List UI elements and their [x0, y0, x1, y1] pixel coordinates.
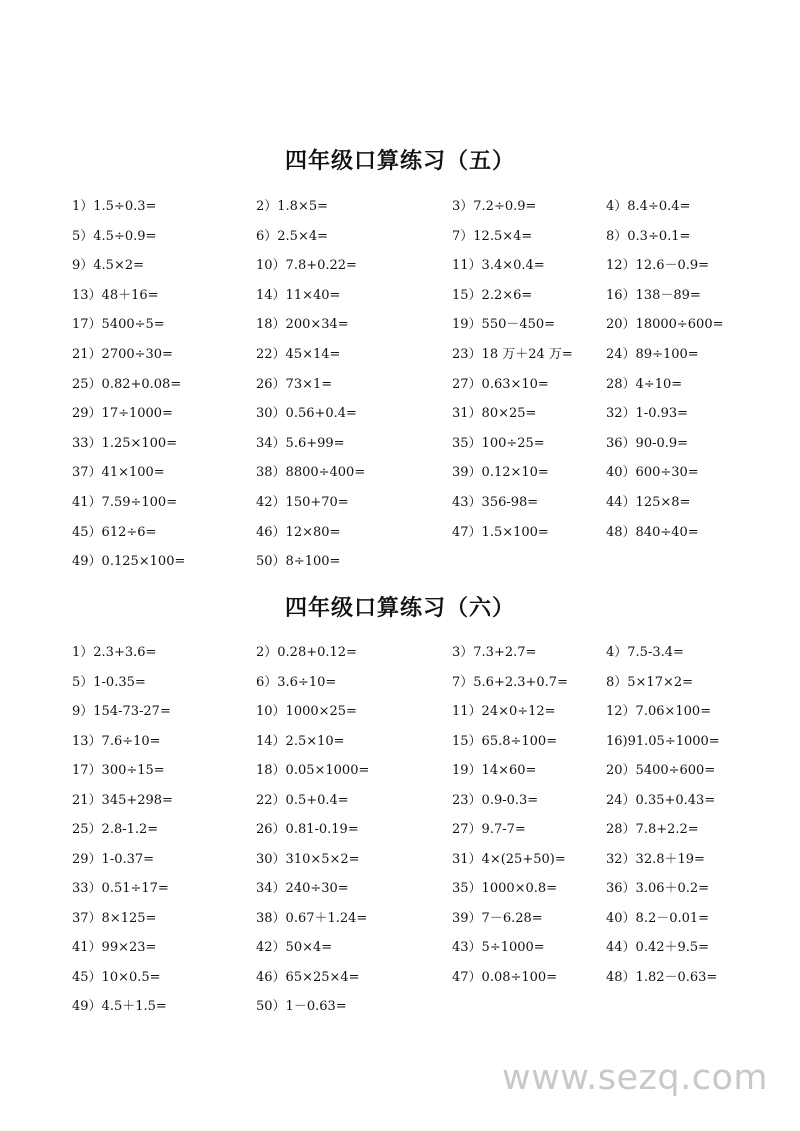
section-title-6: 四年级口算练习（六）: [284, 595, 515, 621]
problem-item: 40）600÷30=: [606, 465, 699, 481]
problem-item: 14）11×40=: [256, 287, 341, 303]
problem-item: 3）7.3+2.7=: [452, 645, 537, 660]
problem-item: 42）150+70=: [256, 495, 349, 510]
problem-item: 26）0.81-0.19=: [256, 822, 359, 837]
problem-item: 38）8800÷400=: [256, 465, 366, 481]
problem-item: 10）7.8+0.22=: [256, 258, 357, 274]
problem-item: 35）1000×0.8=: [452, 881, 558, 896]
problem-item: 45）612÷6=: [72, 524, 157, 540]
problem-item: 46）65×25×4=: [256, 969, 360, 985]
problem-item: 24）89÷100=: [606, 347, 699, 362]
problem-item: 48）1.82－0.63=: [606, 969, 718, 985]
problem-item: 14）2.5×10=: [256, 733, 345, 749]
problem-item: 21）2700÷30=: [72, 347, 173, 362]
problem-item: 18）200×34=: [256, 317, 349, 333]
problem-item: 50）1－0.63=: [256, 999, 347, 1014]
problem-item: 19）14×60=: [452, 763, 537, 778]
problem-item: 4）7.5-3.4=: [606, 645, 684, 660]
problem-item: 36）90-0.9=: [606, 435, 689, 451]
problem-item: 29）17÷1000=: [72, 406, 173, 422]
problem-item: 25）2.8-1.2=: [72, 822, 159, 837]
problem-item: 34）240÷30=: [256, 881, 349, 896]
problem-item: 33）0.51÷17=: [72, 881, 169, 896]
problem-item: 27）9.7-7=: [452, 822, 526, 837]
problem-item: 9）154-73-27=: [72, 704, 171, 719]
problem-item: 6）3.6÷10=: [256, 674, 337, 690]
problem-item: 7）5.6+2.3+0.7=: [452, 674, 568, 690]
problem-item: 29）1-0.37=: [72, 851, 155, 867]
problem-item: 5）1-0.35=: [72, 674, 146, 690]
problem-item: 18）0.05×1000=: [256, 763, 370, 778]
problem-item: 2）1.8×5=: [256, 199, 329, 214]
problem-item: 11）3.4×0.4=: [452, 258, 545, 274]
problem-item: 44）125×8=: [606, 495, 691, 510]
problem-item: 39）7－6.28=: [452, 910, 543, 926]
watermark-text: www.sezq.com: [502, 1058, 769, 1098]
problem-item: 27）0.63×10=: [452, 376, 549, 392]
problem-item: 23）18 万＋24 万=: [452, 347, 573, 362]
problem-item: 4）8.4÷0.4=: [606, 199, 691, 214]
problem-item: 17）300÷15=: [72, 763, 165, 778]
problem-item: 31）4×(25+50)=: [452, 851, 566, 867]
problem-item: 7）12.5×4=: [452, 228, 533, 244]
problem-item: 43）356-98=: [452, 495, 539, 510]
problem-item: 30）0.56+0.4=: [256, 406, 357, 422]
problem-item: 40）8.2－0.01=: [606, 910, 710, 926]
problem-item: 15）2.2×6=: [452, 287, 533, 303]
problem-item: 22）0.5+0.4=: [256, 792, 349, 808]
problem-item: 21）345+298=: [72, 792, 173, 808]
problem-item: 34）5.6+99=: [256, 435, 345, 451]
problem-item: 28）4÷10=: [606, 376, 683, 392]
problem-item: 31）80×25=: [452, 406, 537, 422]
problem-item: 13）7.6÷10=: [72, 733, 161, 749]
problem-item: 2）0.28+0.12=: [256, 645, 357, 660]
problem-item: 44）0.42＋9.5=: [606, 940, 710, 955]
problem-item: 46）12×80=: [256, 524, 341, 540]
problem-item: 11）24×0÷12=: [452, 704, 556, 719]
problem-item: 12）12.6－0.9=: [606, 258, 710, 274]
problem-item: 47）1.5×100=: [452, 524, 549, 540]
problem-item: 6）2.5×4=: [256, 228, 329, 244]
problem-item: 42）50×4=: [256, 940, 333, 955]
problem-item: 41）99×23=: [72, 940, 157, 955]
problem-item: 9）4.5×2=: [72, 258, 145, 274]
problem-item: 23）0.9-0.3=: [452, 792, 539, 808]
problem-item: 1）2.3+3.6=: [72, 645, 157, 660]
problem-item: 16）138－89=: [606, 287, 701, 303]
problem-item: 35）100÷25=: [452, 435, 545, 451]
problem-item: 15）65.8÷100=: [452, 733, 558, 749]
problem-item: 8）5×17×2=: [606, 674, 694, 690]
problem-item: 12）7.06×100=: [606, 704, 712, 719]
problem-item: 28）7.8+2.2=: [606, 822, 699, 837]
problem-item: 43）5÷1000=: [452, 940, 545, 955]
problem-item: 5）4.5÷0.9=: [72, 228, 157, 244]
problem-item: 3）7.2÷0.9=: [452, 199, 537, 214]
problem-item: 32）1-0.93=: [606, 406, 689, 422]
problem-item: 30）310×5×2=: [256, 851, 360, 867]
problem-item: 33）1.25×100=: [72, 435, 178, 451]
problem-item: 49）0.125×100=: [72, 554, 186, 570]
problem-item: 47）0.08÷100=: [452, 969, 558, 985]
problem-item: 19）550－450=: [452, 317, 556, 333]
problem-item: 24）0.35+0.43=: [606, 792, 716, 808]
problem-item: 13）48＋16=: [72, 287, 159, 303]
problem-item: 37）41×100=: [72, 465, 165, 481]
problem-item: 25）0.82+0.08=: [72, 376, 182, 392]
problem-item: 32）32.8＋19=: [606, 851, 705, 867]
problem-item: 17）5400÷5=: [72, 317, 165, 333]
section-title-5: 四年级口算练习（五）: [284, 148, 515, 174]
problem-item: 49）4.5＋1.5=: [72, 999, 167, 1014]
problem-item: 50）8÷100=: [256, 554, 341, 570]
problem-item: 38）0.67＋1.24=: [256, 910, 368, 926]
problem-item: 26）73×1=: [256, 376, 333, 392]
problem-item: 1）1.5÷0.3=: [72, 199, 157, 214]
problem-item: 8）0.3÷0.1=: [606, 228, 691, 244]
problem-item: 36）3.06＋0.2=: [606, 881, 710, 896]
problem-item: 39）0.12×10=: [452, 465, 549, 481]
problem-item: 22）45×14=: [256, 347, 341, 362]
problem-item: 45）10×0.5=: [72, 969, 161, 985]
problem-item: 41）7.59÷100=: [72, 495, 178, 510]
problem-item: 20）5400÷600=: [606, 763, 716, 778]
problem-item: 10）1000×25=: [256, 704, 357, 719]
problem-item: 37）8×125=: [72, 910, 157, 926]
problem-item: 48）840÷40=: [606, 524, 699, 540]
problem-item: 20）18000÷600=: [606, 317, 724, 333]
problem-item: 16)91.05÷1000=: [606, 733, 720, 749]
